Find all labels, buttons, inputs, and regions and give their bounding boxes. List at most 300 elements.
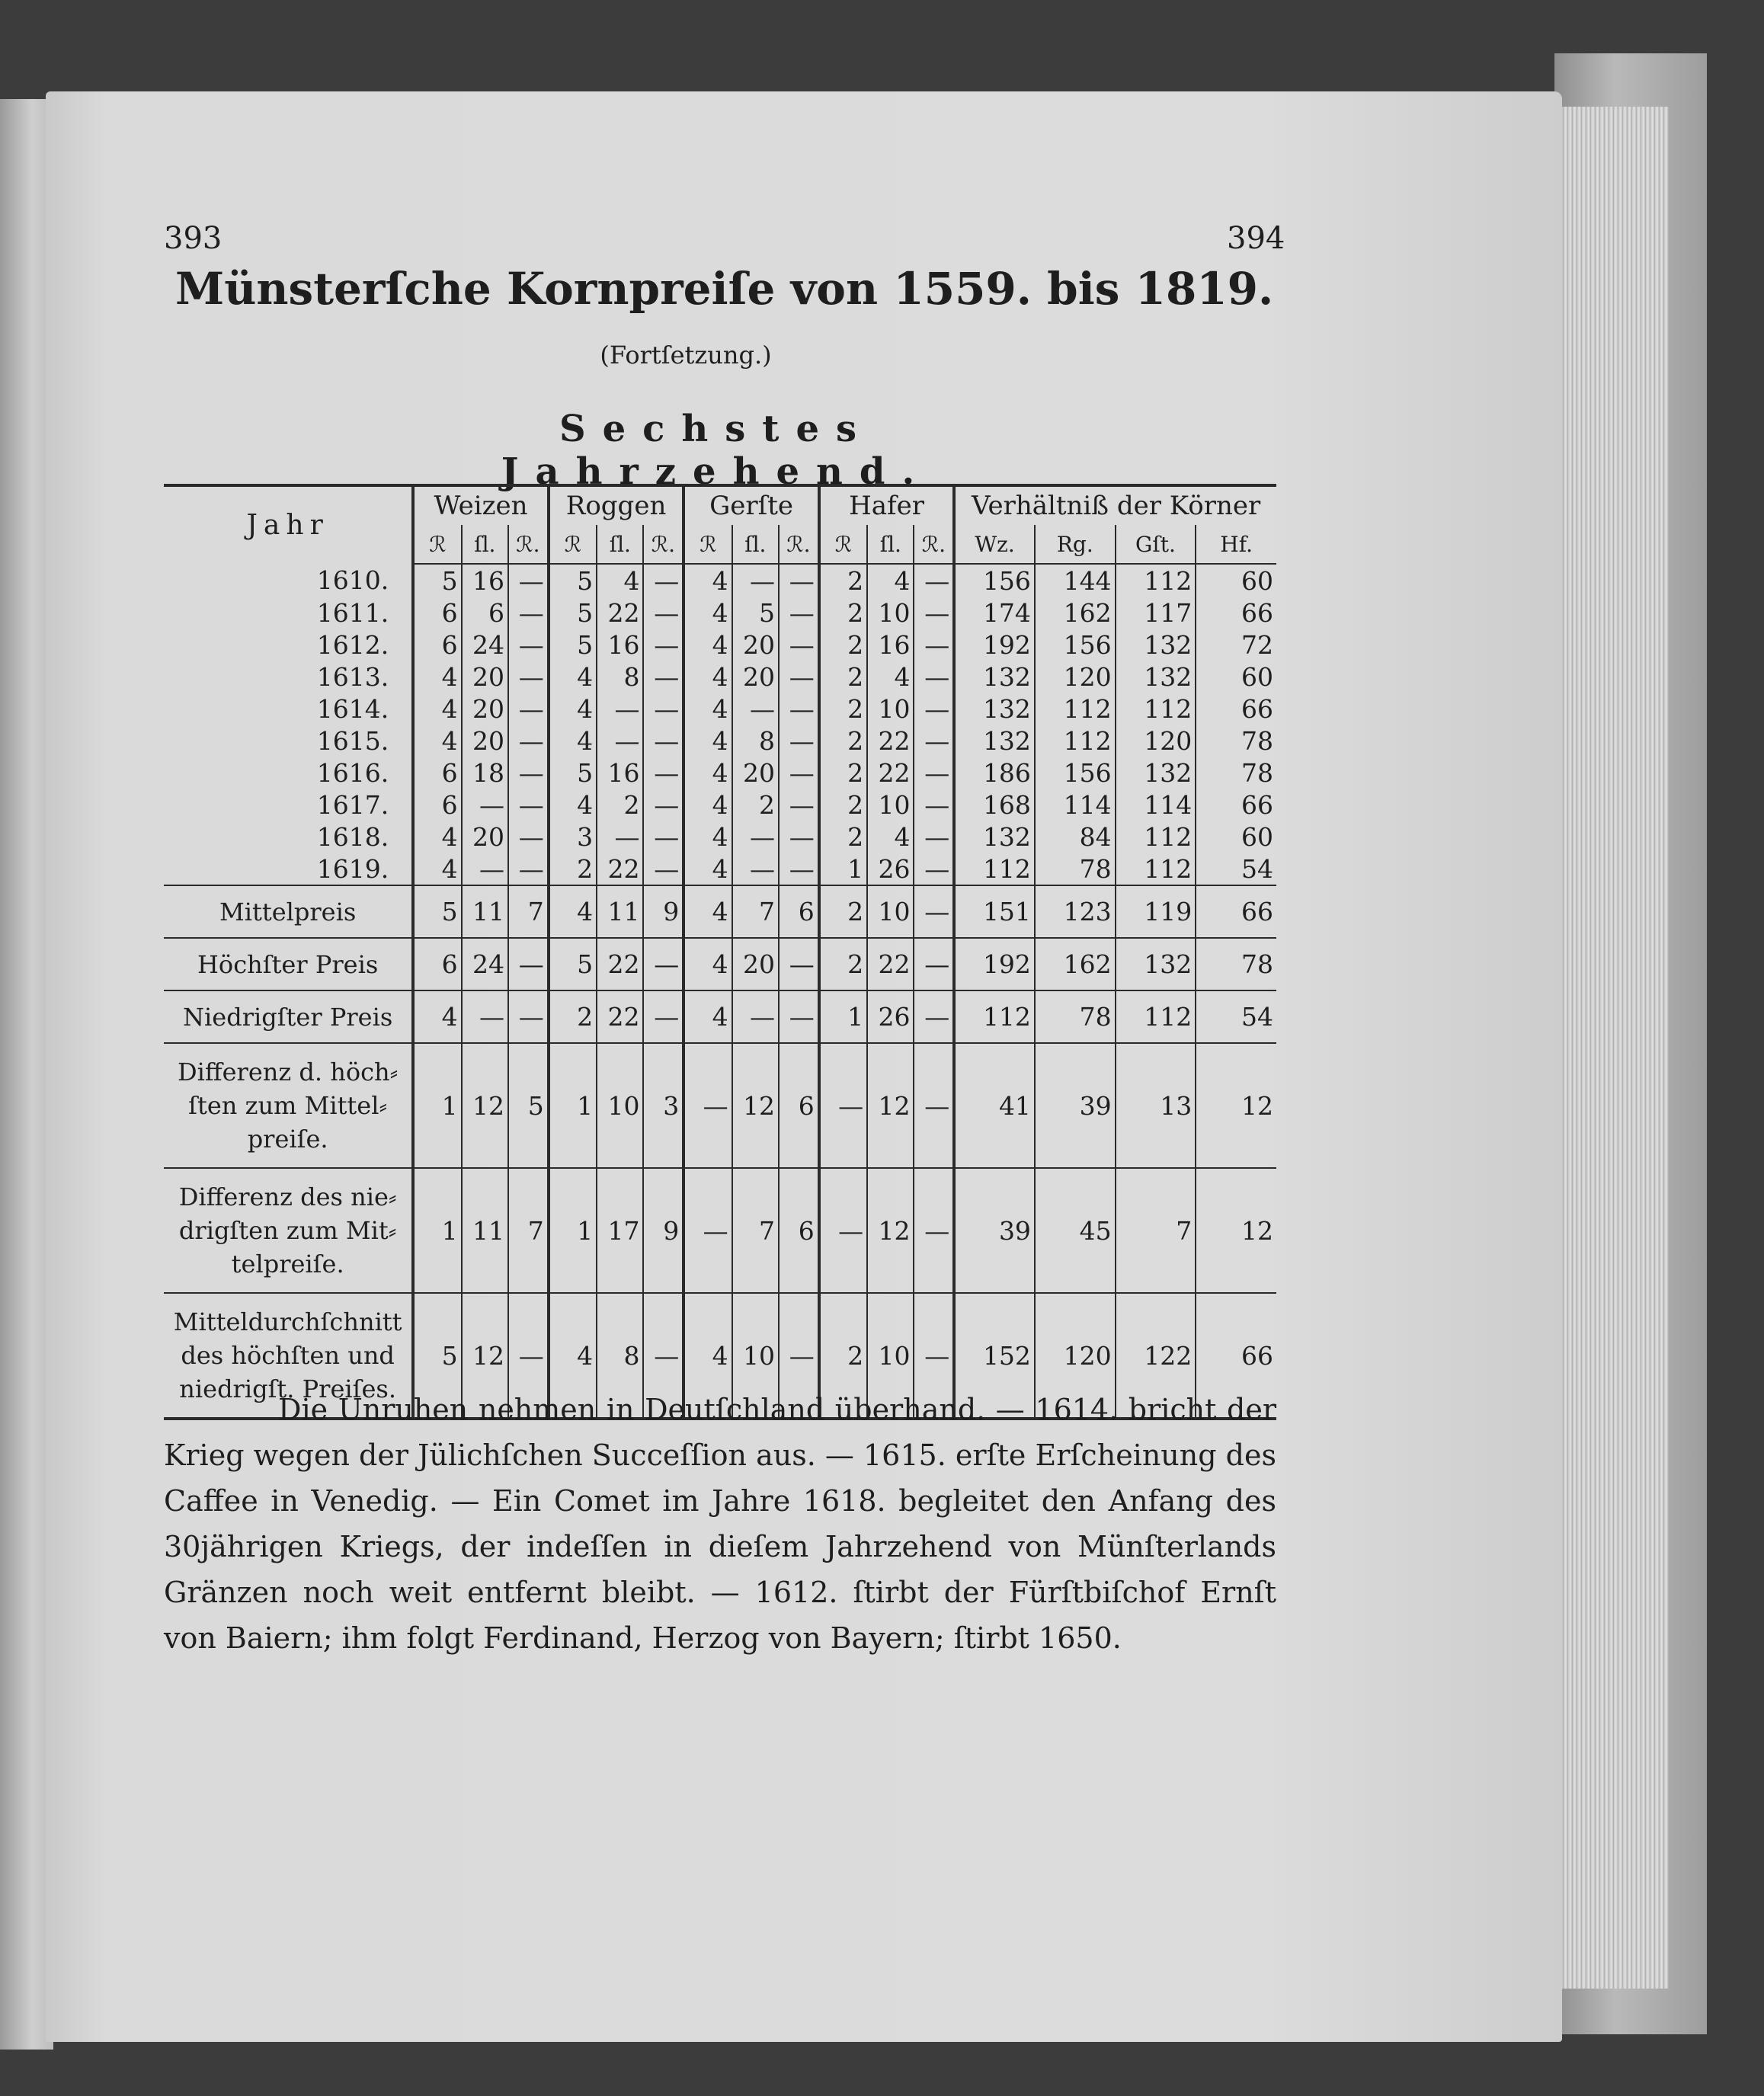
value-cell: 1 (819, 853, 867, 885)
summary-value: 1 (549, 1043, 597, 1168)
value-cell: 54 (1196, 853, 1276, 885)
value-cell: 2 (597, 789, 643, 821)
value-cell: — (914, 564, 954, 597)
value-cell: 20 (732, 757, 779, 789)
value-cell: 156 (954, 564, 1035, 597)
summary-value: 11 (597, 885, 643, 938)
summary-value: 12 (1196, 1043, 1276, 1168)
summary-value: 4 (413, 990, 461, 1043)
value-cell: 132 (954, 821, 1035, 853)
header-gerste: Gerſte (684, 485, 819, 525)
value-cell: 112 (1116, 564, 1196, 597)
summary-value: 4 (684, 938, 732, 990)
value-cell: 16 (597, 629, 643, 661)
summary-value: 12 (462, 1043, 508, 1168)
value-cell: 120 (1035, 661, 1116, 693)
header-unit: ſl. (732, 525, 779, 564)
value-cell: 6 (413, 789, 461, 821)
value-cell: 4 (413, 661, 461, 693)
summary-value: 8 (597, 1293, 643, 1419)
summary-value: 12 (867, 1168, 914, 1293)
table-row (164, 789, 1276, 821)
page-subtitle: (Fortſetzung.) (600, 341, 772, 370)
value-cell: — (643, 725, 684, 757)
summary-value: 12 (1196, 1168, 1276, 1293)
value-cell: 22 (867, 725, 914, 757)
summary-row (164, 1043, 1276, 1168)
value-cell: 8 (732, 725, 779, 757)
value-cell: 4 (867, 821, 914, 853)
value-cell: — (779, 693, 819, 725)
value-cell: — (779, 821, 819, 853)
summary-value: 152 (954, 1293, 1035, 1419)
value-cell: — (508, 821, 549, 853)
value-cell: — (914, 853, 954, 885)
historical-notes (164, 1387, 1276, 1661)
value-cell: 112 (1116, 693, 1196, 725)
value-cell: 4 (413, 821, 461, 853)
summary-value: 1 (819, 990, 867, 1043)
value-cell: 132 (954, 725, 1035, 757)
summary-value: 10 (867, 885, 914, 938)
value-cell: 132 (1116, 661, 1196, 693)
summary-value: — (643, 1293, 684, 1419)
value-cell: 2 (819, 821, 867, 853)
summary-value: 162 (1035, 938, 1116, 990)
value-cell: 4 (549, 725, 597, 757)
summary-value: — (779, 1293, 819, 1419)
summary-value: 1 (413, 1043, 461, 1168)
summary-value: 1 (413, 1168, 461, 1293)
value-cell: — (732, 821, 779, 853)
value-cell: 4 (413, 853, 461, 885)
value-cell: 20 (462, 661, 508, 693)
summary-value: 78 (1035, 990, 1116, 1043)
value-cell: 144 (1035, 564, 1116, 597)
value-cell: 22 (597, 853, 643, 885)
value-cell: — (643, 757, 684, 789)
value-cell: — (508, 629, 549, 661)
value-cell: 4 (413, 725, 461, 757)
value-cell: — (643, 693, 684, 725)
year-cell: 1617. (316, 789, 389, 820)
value-cell: — (779, 789, 819, 821)
page-stack-edge (1554, 107, 1669, 1989)
value-cell: — (508, 757, 549, 789)
value-cell: 22 (867, 757, 914, 789)
page-title: Münsterſche Kornpreiſe von 1559. bis 1819. (175, 263, 1274, 315)
summary-value: 12 (867, 1043, 914, 1168)
summary-value: 11 (462, 885, 508, 938)
value-cell: 20 (732, 629, 779, 661)
value-cell: 114 (1116, 789, 1196, 821)
summary-value: 112 (1116, 990, 1196, 1043)
header-hafer: Hafer (819, 485, 955, 525)
value-cell: 4 (684, 564, 732, 597)
value-cell: 5 (549, 629, 597, 661)
value-cell: 20 (462, 821, 508, 853)
value-cell: 10 (867, 693, 914, 725)
summary-value: — (684, 1168, 732, 1293)
summary-value: 2 (549, 990, 597, 1043)
summary-row (164, 990, 1276, 1043)
value-cell: 4 (684, 725, 732, 757)
header-unit: ſl. (462, 525, 508, 564)
header-unit: ℛ (413, 525, 461, 564)
summary-value: 9 (643, 885, 684, 938)
summary-value: 22 (597, 938, 643, 990)
value-cell: — (779, 564, 819, 597)
value-cell: 5 (549, 597, 597, 629)
value-cell: — (914, 629, 954, 661)
summary-value: 3 (643, 1043, 684, 1168)
value-cell: — (597, 821, 643, 853)
value-cell: 4 (549, 693, 597, 725)
summary-value: 122 (1116, 1293, 1196, 1419)
value-cell: 66 (1196, 693, 1276, 725)
section-heading: Sechstes Jahrzehend. (501, 408, 932, 493)
header-unit: ℛ. (643, 525, 684, 564)
summary-label: Höchſter Preis (164, 938, 413, 990)
value-cell: 5 (413, 564, 461, 597)
summary-value: 7 (508, 1168, 549, 1293)
summary-value: 2 (819, 938, 867, 990)
summary-value: 1 (549, 1168, 597, 1293)
value-cell: 162 (1035, 597, 1116, 629)
summary-value: 6 (779, 885, 819, 938)
value-cell: — (597, 725, 643, 757)
summary-value: — (779, 938, 819, 990)
value-cell: 72 (1196, 629, 1276, 661)
summary-value: 2 (819, 1293, 867, 1419)
summary-value: 17 (597, 1168, 643, 1293)
value-cell: 6 (462, 597, 508, 629)
value-cell: 112 (1116, 821, 1196, 853)
value-cell: — (462, 853, 508, 885)
page-number-left: 393 (164, 221, 223, 256)
summary-label: Mitteldurchſchnitt des höchſten und niedrigſt. Preiſes. (164, 1293, 413, 1419)
value-cell: — (643, 853, 684, 885)
summary-value: — (914, 938, 954, 990)
value-cell: 78 (1196, 725, 1276, 757)
summary-label: Differenz des nie⸗drigſten zum Mit⸗telpreiſe. (164, 1168, 413, 1293)
value-cell: 78 (1196, 757, 1276, 789)
value-cell: 4 (867, 661, 914, 693)
summary-value: 132 (1116, 938, 1196, 990)
value-cell: — (732, 693, 779, 725)
header-unit: ſl. (867, 525, 914, 564)
header-unit: ℛ. (779, 525, 819, 564)
year-cell: 1613. (316, 661, 389, 692)
value-cell: 114 (1035, 789, 1116, 821)
summary-value: 7 (732, 885, 779, 938)
summary-value: 12 (462, 1293, 508, 1419)
value-cell: — (914, 661, 954, 693)
value-cell: 5 (732, 597, 779, 629)
year-cell: 1614. (316, 693, 389, 724)
value-cell: — (643, 821, 684, 853)
table-row (164, 597, 1276, 629)
value-cell: 10 (867, 597, 914, 629)
value-cell: 78 (1035, 853, 1116, 885)
summary-value: 6 (779, 1168, 819, 1293)
summary-value: 4 (549, 885, 597, 938)
summary-value: 6 (413, 938, 461, 990)
summary-value: 6 (779, 1043, 819, 1168)
value-cell: 2 (819, 789, 867, 821)
summary-value: 9 (643, 1168, 684, 1293)
summary-value: — (508, 1293, 549, 1419)
summary-value: 7 (508, 885, 549, 938)
notes-paragraph: Die Unruhen nehmen in Deutſchland überhand. — 1614. bricht der Krieg wegen der Jülichſchen Succeſſion aus. — 1615. erſte Erſcheinung des Caffee in Venedig. — Ein Comet im Jahre 1618. begleitet den Anfang des 30jährigen Kriegs, der indeſſen in dieſem Jahrzehend von Münſterlands Gränzen noch weit entfernt bleibt. — 1612. ſtirbt der Fürſtbiſchof Ernſt von Baiern; ihm folgt Ferdinand, Herzog von Bayern; ſtirbt 1650. (164, 1393, 1276, 1655)
year-cell: 1616. (316, 757, 389, 788)
table-row (164, 757, 1276, 789)
summary-value: 5 (508, 1043, 549, 1168)
header-unit: Hf. (1196, 525, 1276, 564)
summary-value: 45 (1035, 1168, 1116, 1293)
summary-value: 22 (867, 938, 914, 990)
summary-value: — (732, 990, 779, 1043)
summary-value: 26 (867, 990, 914, 1043)
table-row (164, 693, 1276, 725)
value-cell: 132 (1116, 757, 1196, 789)
summary-value: — (914, 1293, 954, 1419)
summary-row (164, 885, 1276, 938)
summary-value: — (508, 938, 549, 990)
value-cell: 2 (819, 725, 867, 757)
summary-value: 10 (597, 1043, 643, 1168)
value-cell: 20 (462, 725, 508, 757)
value-cell: — (597, 693, 643, 725)
summary-value: 22 (597, 990, 643, 1043)
value-cell: 22 (597, 597, 643, 629)
summary-value: 5 (413, 885, 461, 938)
summary-label: Niedrigſter Preis (164, 990, 413, 1043)
value-cell: 2 (819, 629, 867, 661)
value-cell: 18 (462, 757, 508, 789)
summary-value: 41 (954, 1043, 1035, 1168)
summary-value: 4 (684, 990, 732, 1043)
value-cell: 2 (819, 661, 867, 693)
value-cell: — (779, 597, 819, 629)
table-row (164, 853, 1276, 885)
value-cell: — (779, 629, 819, 661)
value-cell: — (732, 853, 779, 885)
grain-price-table (164, 484, 1276, 1420)
summary-value: — (643, 938, 684, 990)
table-row (164, 661, 1276, 693)
value-cell: — (643, 564, 684, 597)
value-cell: 4 (597, 564, 643, 597)
value-cell: 2 (549, 853, 597, 885)
year-cell: 1615. (316, 725, 389, 756)
value-cell: — (643, 661, 684, 693)
summary-value: 5 (413, 1293, 461, 1419)
value-cell: — (462, 789, 508, 821)
header-roggen: Roggen (549, 485, 684, 525)
summary-value: 151 (954, 885, 1035, 938)
summary-value: 66 (1196, 885, 1276, 938)
summary-value: 10 (867, 1293, 914, 1419)
value-cell: 4 (549, 789, 597, 821)
value-cell: — (779, 757, 819, 789)
summary-value: 112 (954, 990, 1035, 1043)
value-cell: 112 (1116, 853, 1196, 885)
value-cell: 2 (819, 757, 867, 789)
value-cell: 6 (413, 597, 461, 629)
summary-value: 119 (1116, 885, 1196, 938)
value-cell: — (914, 789, 954, 821)
value-cell: 174 (954, 597, 1035, 629)
value-cell: 24 (462, 629, 508, 661)
value-cell: 156 (1035, 629, 1116, 661)
value-cell: 4 (549, 661, 597, 693)
summary-value: — (914, 1043, 954, 1168)
summary-value: 5 (549, 938, 597, 990)
value-cell: 112 (1035, 725, 1116, 757)
summary-value: 4 (549, 1293, 597, 1419)
value-cell: 16 (597, 757, 643, 789)
value-cell: 120 (1116, 725, 1196, 757)
value-cell: — (508, 725, 549, 757)
table-row (164, 564, 1276, 597)
value-cell: 192 (954, 629, 1035, 661)
value-cell: 5 (549, 757, 597, 789)
value-cell: 132 (1116, 629, 1196, 661)
value-cell: 186 (954, 757, 1035, 789)
summary-value: 12 (732, 1043, 779, 1168)
value-cell: 4 (684, 693, 732, 725)
header-unit: Wz. (954, 525, 1035, 564)
value-cell: 4 (684, 853, 732, 885)
summary-value: 13 (1116, 1043, 1196, 1168)
value-cell: 10 (867, 789, 914, 821)
value-cell: 4 (684, 629, 732, 661)
summary-value: 123 (1035, 885, 1116, 938)
summary-value: 2 (819, 885, 867, 938)
value-cell: 60 (1196, 564, 1276, 597)
value-cell: 8 (597, 661, 643, 693)
value-cell: — (914, 757, 954, 789)
value-cell: 156 (1035, 757, 1116, 789)
summary-value: 78 (1196, 938, 1276, 990)
year-cell: 1618. (316, 821, 389, 852)
value-cell: — (643, 597, 684, 629)
value-cell: — (508, 597, 549, 629)
header-unit: Rg. (1035, 525, 1116, 564)
value-cell: — (779, 725, 819, 757)
value-cell: 2 (819, 564, 867, 597)
summary-value: — (462, 990, 508, 1043)
value-cell: 4 (684, 597, 732, 629)
value-cell: — (914, 725, 954, 757)
table-header-row-groups (164, 485, 1276, 525)
value-cell: 4 (684, 757, 732, 789)
table-row (164, 629, 1276, 661)
value-cell: 4 (413, 693, 461, 725)
value-cell: 2 (819, 597, 867, 629)
value-cell: 132 (954, 661, 1035, 693)
value-cell: 16 (867, 629, 914, 661)
value-cell: — (508, 789, 549, 821)
value-cell: 60 (1196, 821, 1276, 853)
value-cell: 112 (1035, 693, 1116, 725)
value-cell: — (914, 821, 954, 853)
value-cell: 6 (413, 757, 461, 789)
value-cell: — (732, 564, 779, 597)
summary-value: 39 (1035, 1043, 1116, 1168)
value-cell: — (508, 564, 549, 597)
value-cell: 6 (413, 629, 461, 661)
value-cell: 2 (732, 789, 779, 821)
summary-value: — (508, 990, 549, 1043)
summary-label: Differenz d. höch⸗ſten zum Mittel⸗preiſe. (164, 1043, 413, 1168)
summary-value: — (779, 990, 819, 1043)
value-cell: — (779, 853, 819, 885)
header-unit: ℛ. (508, 525, 549, 564)
table-row (164, 725, 1276, 757)
value-cell: 3 (549, 821, 597, 853)
summary-value: — (819, 1043, 867, 1168)
value-cell: — (508, 853, 549, 885)
summary-value: 10 (732, 1293, 779, 1419)
value-cell: 117 (1116, 597, 1196, 629)
value-cell: — (508, 661, 549, 693)
summary-value: 7 (732, 1168, 779, 1293)
value-cell: 168 (954, 789, 1035, 821)
summary-value: — (643, 990, 684, 1043)
summary-value: — (914, 990, 954, 1043)
summary-row (164, 938, 1276, 990)
summary-value: 120 (1035, 1293, 1116, 1419)
value-cell: 66 (1196, 597, 1276, 629)
value-cell: — (779, 661, 819, 693)
summary-row (164, 1168, 1276, 1293)
header-unit: ℛ. (914, 525, 954, 564)
value-cell: 4 (867, 564, 914, 597)
year-cell: 1619. (316, 853, 389, 884)
table-row (164, 821, 1276, 853)
header-unit: Gſt. (1116, 525, 1196, 564)
year-cell: 1610. (316, 565, 389, 595)
header-verhaeltnis: Verhältniß der Körner (954, 485, 1276, 525)
header-unit: ℛ (819, 525, 867, 564)
summary-value: 11 (462, 1168, 508, 1293)
value-cell: — (643, 629, 684, 661)
value-cell: — (914, 597, 954, 629)
header-weizen: Weizen (413, 485, 549, 525)
summary-value: — (914, 1168, 954, 1293)
summary-value: 4 (684, 885, 732, 938)
page-number-right: 394 (1227, 221, 1285, 256)
summary-value: 192 (954, 938, 1035, 990)
value-cell: 132 (954, 693, 1035, 725)
summary-value: 54 (1196, 990, 1276, 1043)
summary-label: Mittelpreis (164, 885, 413, 938)
summary-value: 7 (1116, 1168, 1196, 1293)
value-cell: 112 (954, 853, 1035, 885)
summary-value: 24 (462, 938, 508, 990)
value-cell: 84 (1035, 821, 1116, 853)
header-unit: ſl. (597, 525, 643, 564)
value-cell: 60 (1196, 661, 1276, 693)
summary-value: — (914, 885, 954, 938)
value-cell: — (643, 789, 684, 821)
value-cell: 4 (684, 821, 732, 853)
summary-value: 4 (684, 1293, 732, 1419)
value-cell: 4 (684, 661, 732, 693)
year-cell: 1612. (316, 629, 389, 660)
